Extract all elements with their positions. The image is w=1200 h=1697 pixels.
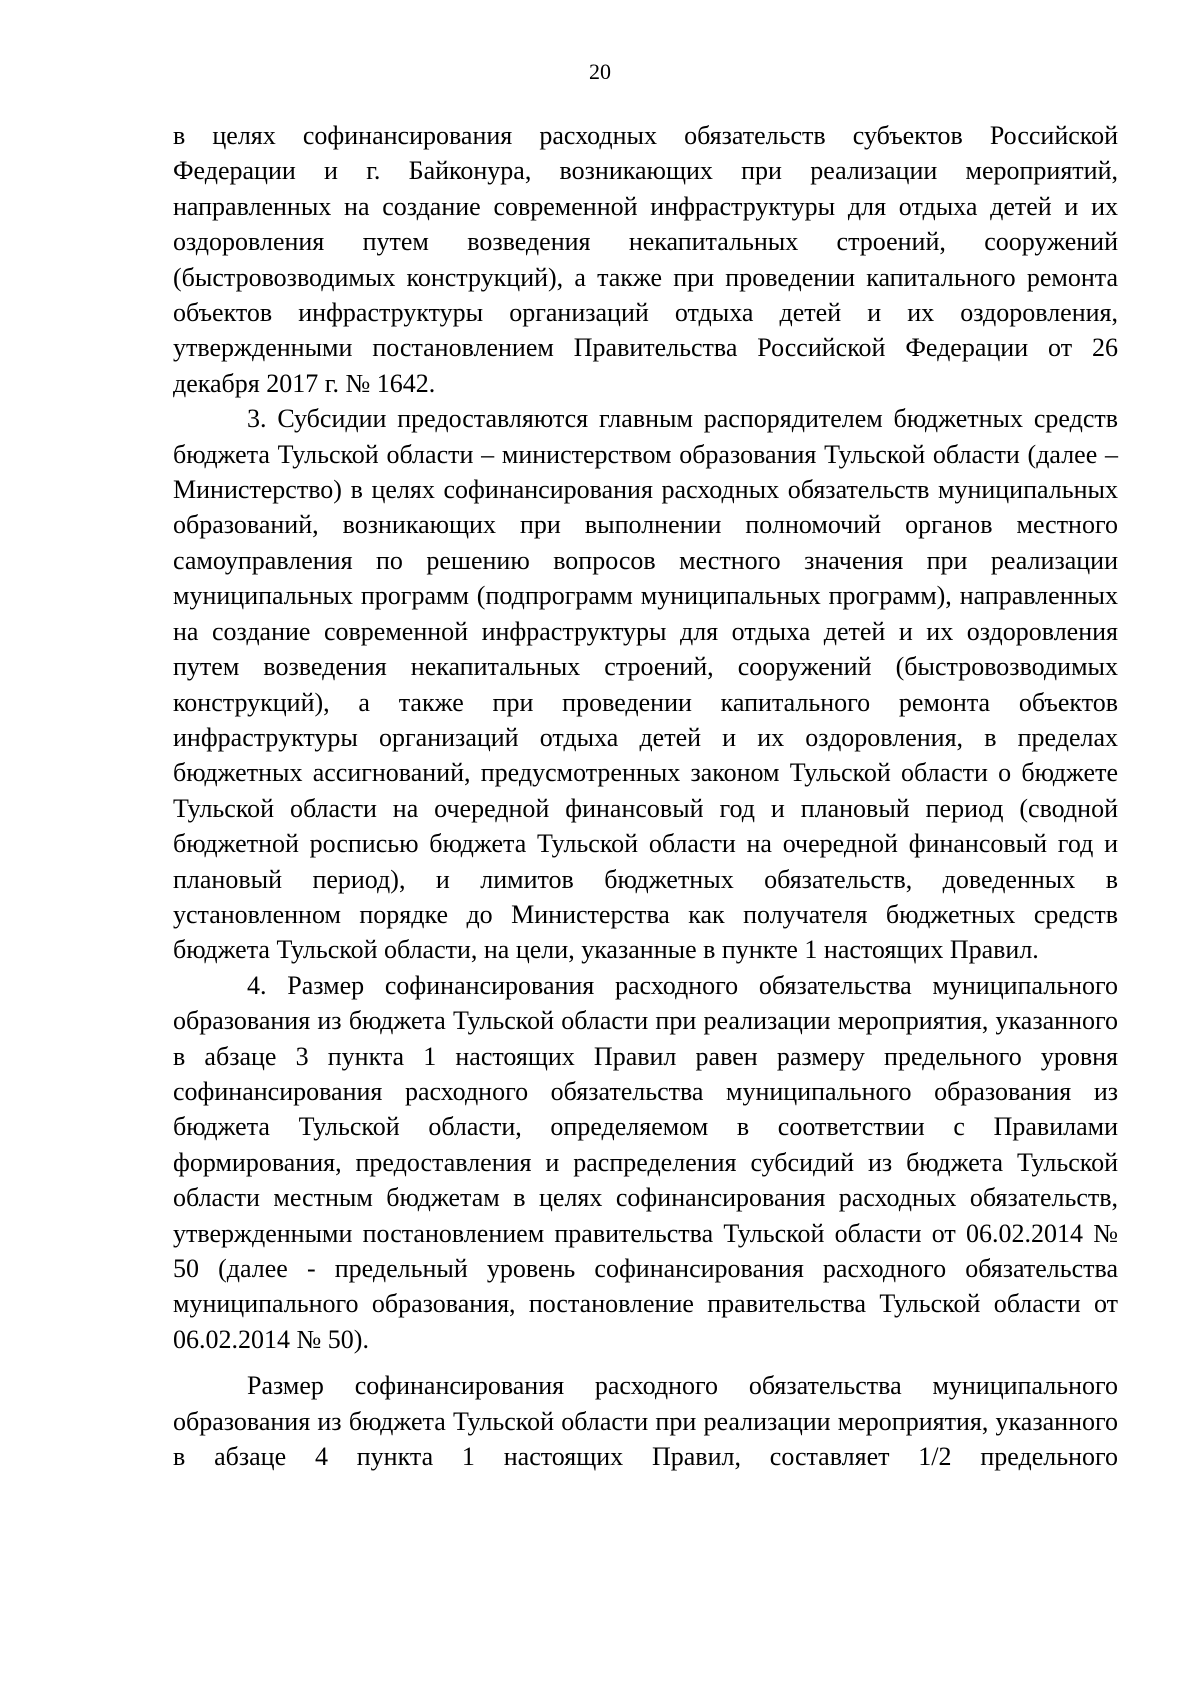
paragraph-item-4: 4. Размер софинансирования расходного обязательства муниципального образования из бюджета Тульской области при реализации мероприятия, указанного в абзаце 3 пункта 1 настоящих Правил равен размеру предельного уровня софинансирования расходного обязательства муниципального образования из бюджета Тульской области, определяемом в соответствии с Правилами формирования, предоставления и распределения субсидий из бюджета Тульской области местным бюджетам в целях софинансирования расходных обязательств, утвержденными постановлением правительства Тульской области от 06.02.2014 № 50 (далее - предельный уровень софинансирования расходного обязательства муниципального образования, постановление правительства Тульской области от 06.02.2014 № 50).	[173, 970, 1118, 1354]
page-number: 20	[589, 59, 611, 84]
paragraph-cofinancing-size: Размер софинансирования расходного обязательства муниципального образования из бюджета Тульской области при реализации мероприятия, указанного в абзаце 4 пункта 1 настоящих Правил, составляет 1/2 предельного	[173, 1371, 1118, 1472]
document-body	[173, 118, 1118, 1474]
paragraph-continued: в целях софинансирования расходных обязательств субъектов Российской Федерации и г. Байконура, возникающих при реализации мероприятий, направленных на создание современной инфраструктуры для отдыха детей и их оздоровления путем возведения некапитальных строений, сооружений (быстровозводимых конструкций), а также при проведении капитального ремонта объектов инфраструктуры организаций отдыха детей и их оздоровления, утвержденными постановлением Правительства Российской Федерации от 26 декабря 2017 г. № 1642.	[173, 121, 1118, 398]
paragraph-item-3: 3. Субсидии предоставляются главным распорядителем бюджетных средств бюджета Тульской области – министерством образования Тульской области (далее – Министерство) в целях софинансирования расходных обязательств муниципальных образований, возникающих при выполнении полномочий органов местного самоуправления по решению вопросов местного значения при реализации муниципальных программ (подпрограмм муниципальных программ), направленных на создание современной инфраструктуры для отдыха детей и их оздоровления путем возведения некапитальных строений, сооружений (быстровозводимых конструкций), а также при проведении капитального ремонта объектов инфраструктуры организаций отдыха детей и их оздоровления, в пределах бюджетных ассигнований, предусмотренных законом Тульской области о бюджете Тульской области на очередной финансовый год и плановый период (сводной бюджетной росписью бюджета Тульской области на очередной финансовый год и плановый период), и лимитов бюджетных обязательств, доведенных в установленном порядке до Министерства как получателя бюджетных средств бюджета Тульской области, на цели, указанные в пункте 1 настоящих Правил.	[173, 404, 1118, 965]
